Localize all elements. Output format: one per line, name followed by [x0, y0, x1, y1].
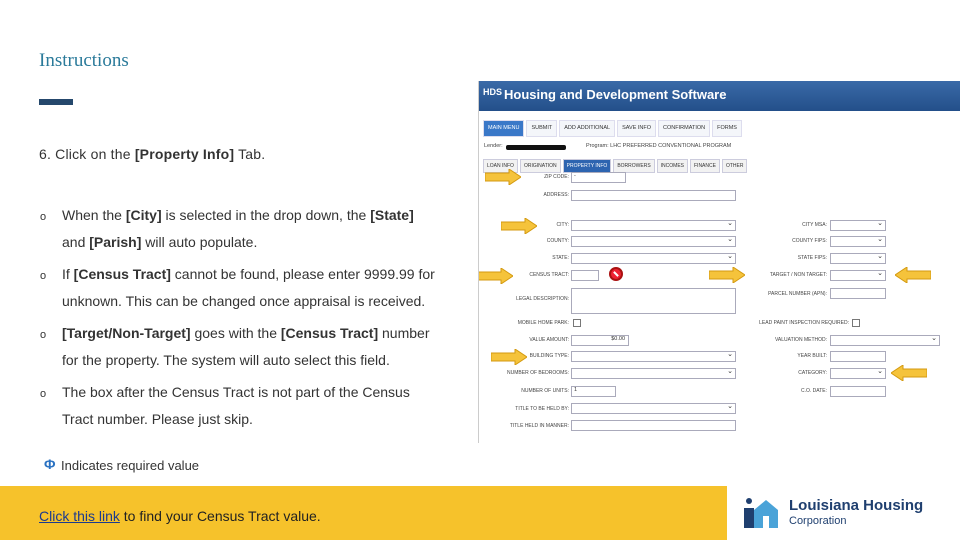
arrow-right-icon — [478, 268, 513, 284]
tab-property-info[interactable]: PROPERTY INFO — [563, 159, 612, 173]
mobile-home-checkbox[interactable] — [573, 319, 581, 327]
bullet-marker: o — [40, 329, 47, 341]
field-label: CITY: — [556, 222, 569, 228]
bedrooms-select[interactable] — [571, 368, 736, 379]
required-icon: Φ — [44, 456, 56, 472]
lender-label: Lender: — [484, 143, 503, 149]
census-tract-input[interactable] — [571, 270, 599, 281]
field-label: NUMBER OF UNITS: — [521, 388, 569, 394]
bullet-2: If [Census Tract] cannot be found, please enter 9999.99 for unknown. This can be changed once appraisal is received. — [62, 266, 435, 309]
state-select[interactable] — [571, 253, 736, 264]
hds-screenshot — [478, 81, 960, 443]
address-input[interactable] — [571, 190, 736, 201]
app-title: Housing and Development Software — [504, 87, 727, 102]
field-label: VALUATION METHOD: — [774, 337, 827, 343]
target-select[interactable] — [830, 270, 886, 281]
field-label: NUMBER OF BEDROOMS: — [507, 370, 569, 376]
add-additional-button[interactable]: ADD ADDITIONAL — [559, 120, 615, 137]
bullet-marker: o — [40, 270, 47, 282]
field-label: TITLE TO BE HELD BY: — [515, 406, 569, 412]
arrow-right-icon — [485, 169, 521, 185]
arrow-left-icon — [891, 365, 927, 381]
field-label: ADDRESS: — [543, 192, 569, 198]
co-date-input[interactable] — [830, 386, 886, 397]
zip-code-input[interactable]: - — [571, 172, 626, 183]
step-instruction: 6. Click on the [Property Info] Tab. — [39, 146, 266, 162]
submit-button[interactable]: SUBMIT — [526, 120, 557, 137]
forms-button[interactable]: FORMS — [712, 120, 742, 137]
arrow-right-icon — [501, 218, 537, 234]
hds-logo-icon: HDS — [483, 87, 503, 97]
field-label: STATE FIPS: — [797, 255, 827, 261]
field-label: TARGET / NON TARGET: — [769, 272, 827, 278]
no-entry-icon — [609, 267, 623, 281]
slide-title: Instructions — [39, 50, 129, 71]
tab-incomes[interactable]: INCOMES — [657, 159, 688, 173]
county-select[interactable] — [571, 236, 736, 247]
field-label: CITY MSA: — [802, 222, 827, 228]
required-legend: Indicates required value — [61, 458, 200, 473]
footer-text: Click this link to find your Census Tract value. — [39, 508, 321, 524]
bullet-marker: o — [40, 211, 47, 223]
title-accent-bar — [39, 99, 73, 105]
field-label: CENSUS TRACT: — [529, 272, 569, 278]
census-tract-link[interactable]: Click this link — [39, 508, 120, 524]
app-tabs — [483, 159, 747, 173]
building-type-select[interactable] — [571, 351, 736, 362]
app-toolbar — [483, 120, 843, 137]
state-fips-select[interactable] — [830, 253, 886, 264]
bullet-1: When the [City] is selected in the drop down, the [State] and [Parish] will auto populate. — [62, 207, 414, 250]
field-label: YEAR BUILT: — [797, 353, 827, 359]
year-built-input[interactable] — [830, 351, 886, 362]
bullet-marker: o — [40, 388, 47, 400]
field-label: LEGAL DESCRIPTION: — [516, 296, 569, 302]
number-of-units-input[interactable]: 1 — [571, 386, 616, 397]
field-label: VALUE AMOUNT: — [529, 337, 569, 343]
program-label: Program: LHC PREFERRED CONVENTIONAL PROGRAM — [586, 143, 732, 149]
save-info-button[interactable]: SAVE INFO — [617, 120, 656, 137]
field-label: STATE: — [552, 255, 569, 261]
arrow-left-icon — [895, 267, 931, 283]
bullet-3: [Target/Non-Target] goes with the [Census Tract] number for the property. The system will auto select this field. — [62, 325, 430, 368]
valuation-method-select[interactable] — [830, 335, 940, 346]
city-select[interactable] — [571, 220, 736, 231]
title-manner-input[interactable] — [571, 420, 736, 431]
tab-other[interactable]: OTHER — [722, 159, 748, 173]
field-label: TITLE HELD IN MANNER: — [509, 423, 569, 429]
field-label: ZIP CODE: — [544, 174, 569, 180]
field-label: BUILDING TYPE: — [529, 353, 569, 359]
confirmation-button[interactable]: CONFIRMATION — [658, 120, 710, 137]
arrow-right-icon — [491, 349, 527, 365]
value-amount-input[interactable]: $0.00 — [571, 335, 629, 346]
arrow-right-icon — [709, 267, 745, 283]
tab-finance[interactable]: FINANCE — [690, 159, 720, 173]
main-menu-button[interactable]: MAIN MENU — [483, 120, 524, 137]
county-fips-select[interactable] — [830, 236, 886, 247]
legal-description-input[interactable] — [571, 288, 736, 314]
redacted-lender — [506, 145, 566, 150]
tab-origination[interactable]: ORIGINATION — [520, 159, 561, 173]
brand-name: Louisiana Housing — [789, 497, 924, 514]
category-select[interactable] — [830, 368, 886, 379]
bullet-4: The box after the Census Tract is not part of the Census Tract number. Please just skip. — [62, 384, 410, 427]
title-held-by-select[interactable] — [571, 403, 736, 414]
lead-paint-checkbox[interactable] — [852, 319, 860, 327]
field-label: COUNTY FIPS: — [792, 238, 827, 244]
field-label: LEAD PAINT INSPECTION REQUIRED: — [759, 320, 849, 326]
field-label: CATEGORY: — [798, 370, 827, 376]
brand-subname: Corporation — [789, 515, 847, 527]
app-header — [479, 81, 960, 111]
field-label: MOBILE HOME PARK: — [517, 320, 569, 326]
field-label: PARCEL NUMBER (APN): — [768, 291, 827, 297]
parcel-number-input[interactable] — [830, 288, 886, 299]
field-label: COUNTY: — [546, 238, 569, 244]
tab-loan-info[interactable]: LOAN INFO — [483, 159, 518, 173]
city-msa-select[interactable] — [830, 220, 886, 231]
field-label: C.O. DATE: — [800, 388, 827, 394]
tab-borrowers[interactable]: BORROWERS — [613, 159, 654, 173]
